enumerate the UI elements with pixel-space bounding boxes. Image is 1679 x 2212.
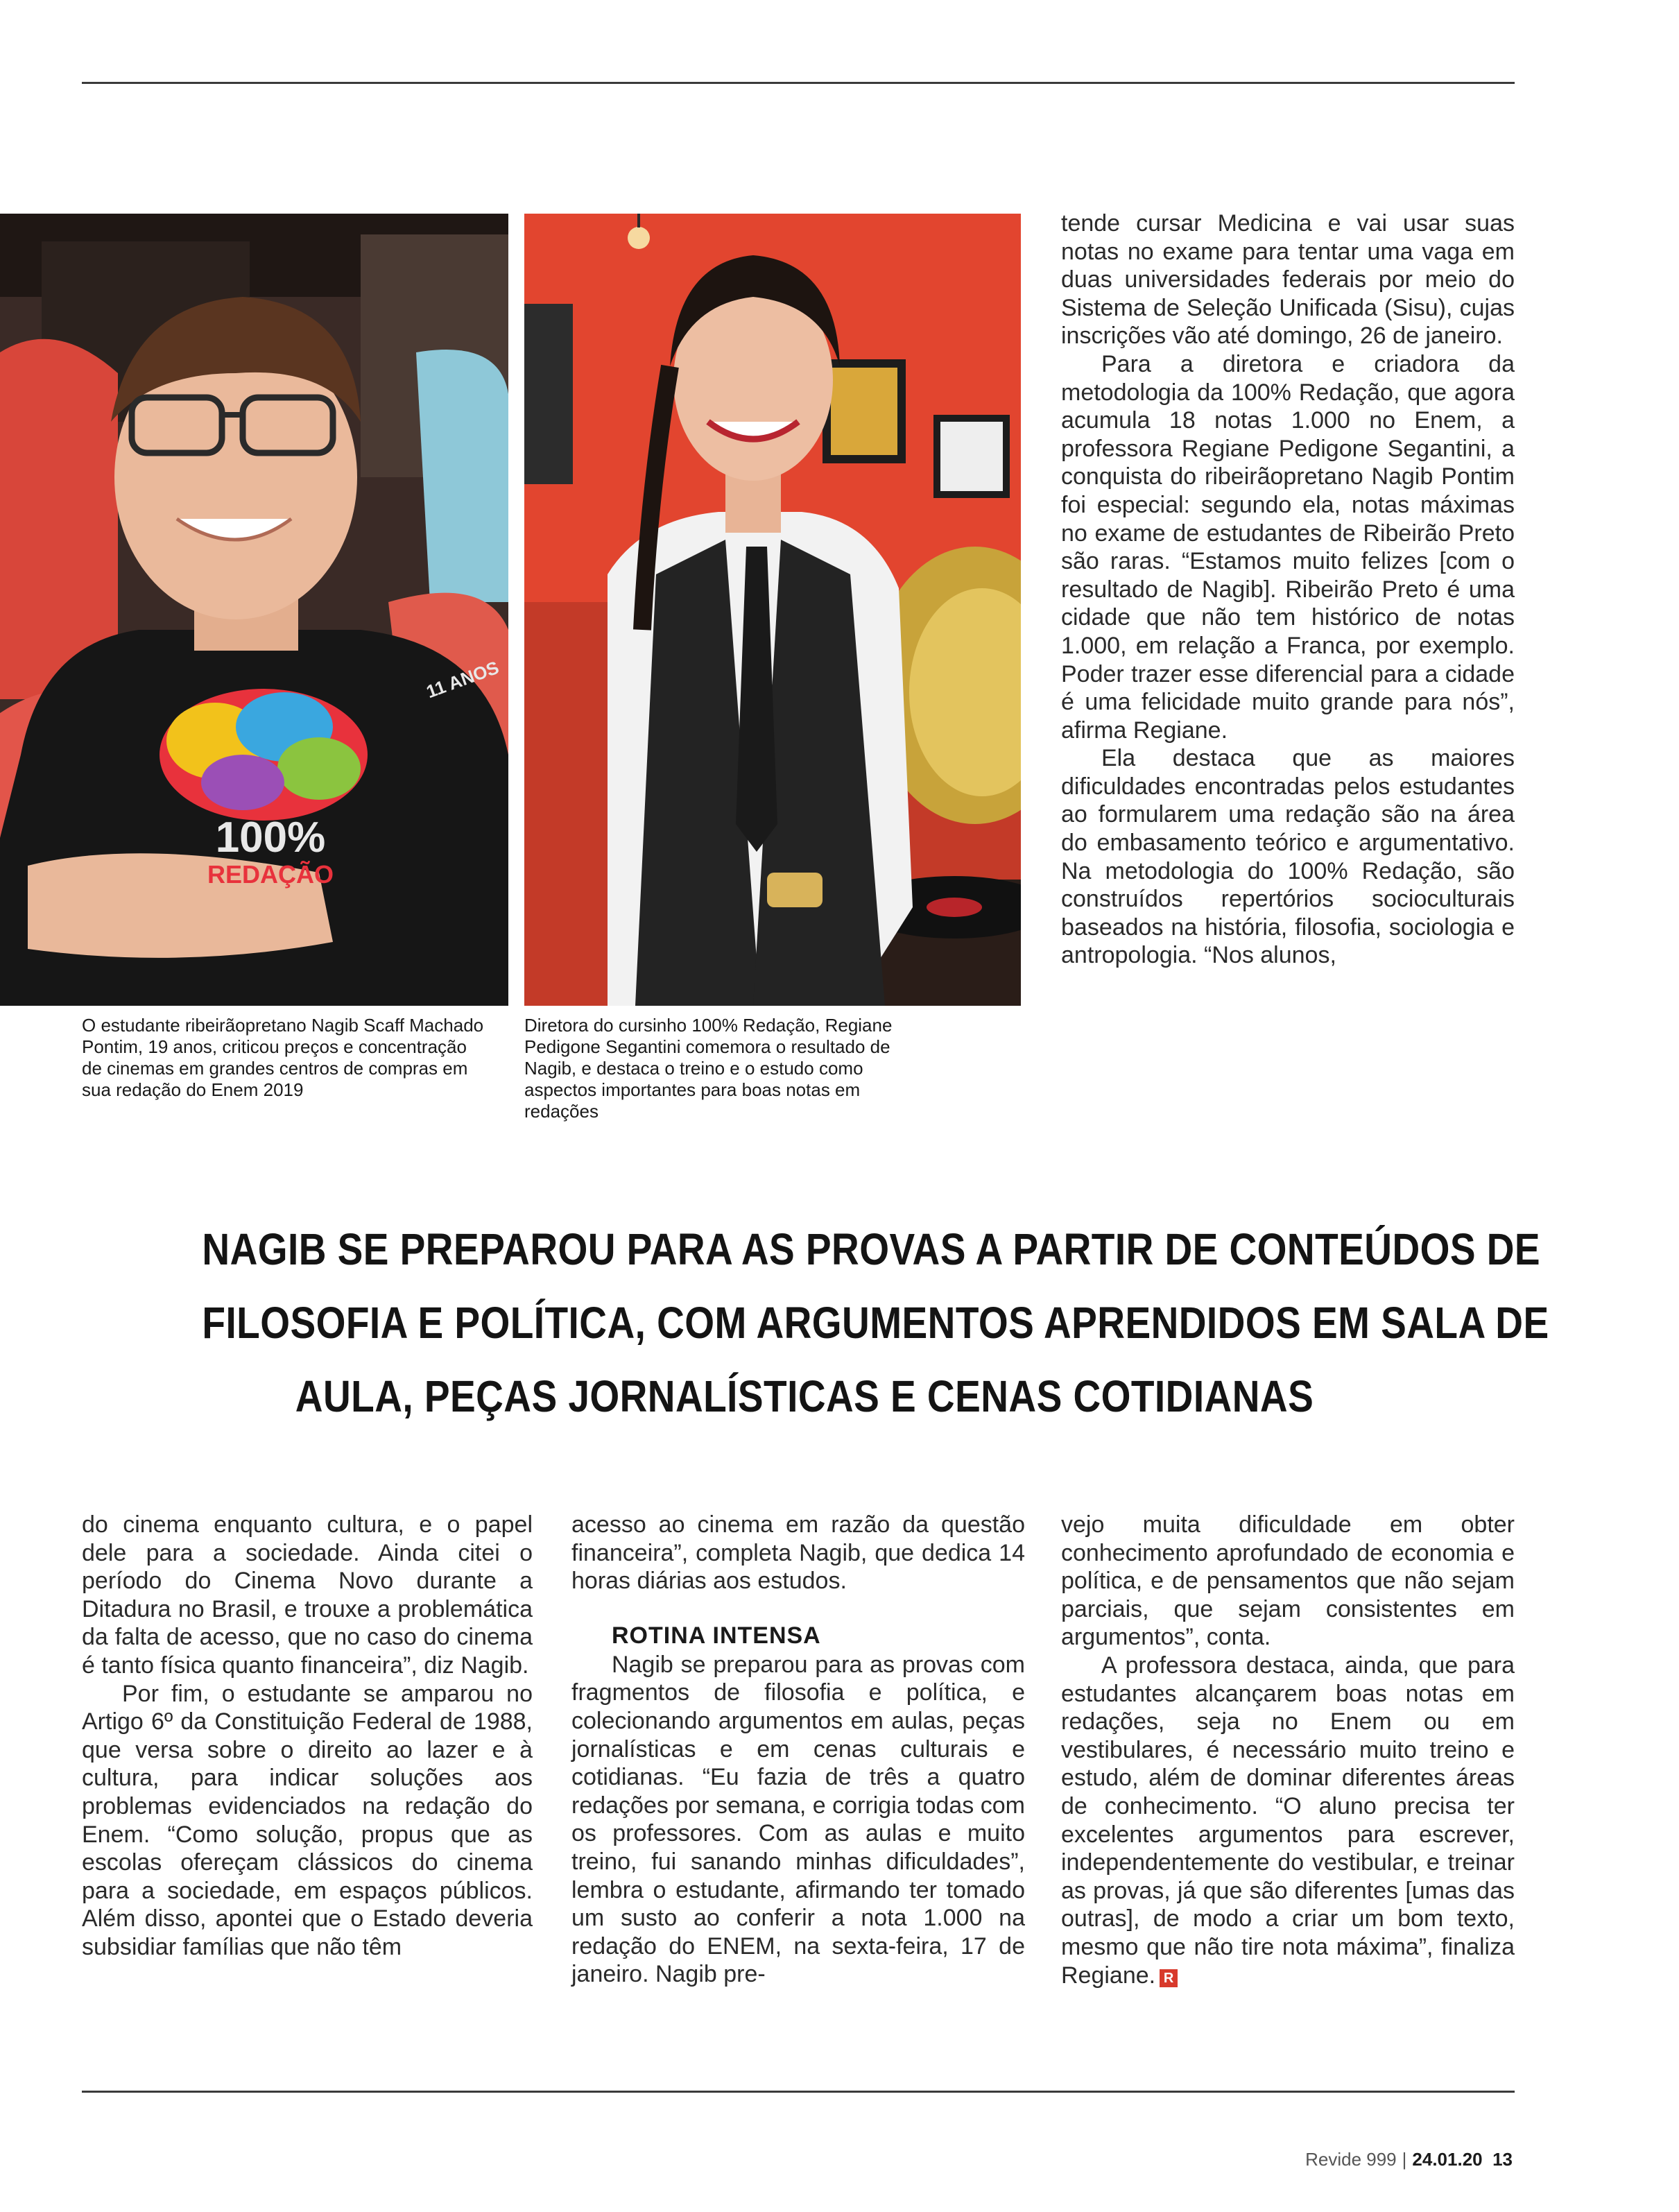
article-column-bottom-3 — [1061, 1511, 1515, 1989]
svg-text:11 ANOS: 11 ANOS — [423, 656, 502, 703]
paragraph: Nagib se preparou para as provas com fragmentos de filosofia e política, e colecionando argumentos em aulas, peças jornalísticas e em cenas culturais e cotidianas. “Eu fazia de três a quatro redações por semana, e corrigia todas com os professores. Com as aulas e muito treino, fui sanando minhas dificuldades”, lembra o estudante, afirmando ter tomado um susto ao conferir a nota 1.000 na redação do ENEM, na sexta-feira, 17 de janeiro. Nagib pre- — [571, 1651, 1025, 1988]
footer-publication: Revide 999 — [1305, 2149, 1397, 2170]
paragraph: Para a diretora e criadora da metodologia da 100% Redação, que agora acumula 18 notas 1.000 no Enem, a professora Regiane Pedigone Segantini, a conquista do ribeirãopretano Nagib Pontim foi especial: segundo ela, notas máximas no exame de estudantes de Ribeirão Preto são raras. “Estamos muito felizes [com o resultado de Nagib]. Ribeirão Preto é uma cidade que não tem histórico de notas 1.000, em relação a Franca, por exemplo. Poder trazer esse diferencial para a cidade é uma felicidade muito grande para nós”, afirma Regiane. — [1061, 350, 1515, 744]
pull-quote-line: FILOSOFIA E POLÍTICA, COM ARGUMENTOS APRENDIDOS EM SALA DE — [202, 1298, 1549, 1348]
caption-photo-student: O estudante ribeirãopretano Nagib Scaff Machado Pontim, 19 anos, criticou preços e concentração de cinemas em grandes centros de compras em sua redação do Enem 2019 — [82, 1015, 484, 1100]
pull-quote — [202, 1212, 1549, 1433]
top-rule — [82, 82, 1515, 84]
shirt-brain-logo — [160, 689, 368, 821]
caption-photo-director: Diretora do cursinho 100% Redação, Regiane Pedigone Segantini comemora o resultado de Nagib, e destaca o treino e o estudo como aspectos importantes para boas notas em redações — [524, 1015, 893, 1122]
page-number: 13 — [1492, 2149, 1513, 2170]
paragraph: tende cursar Medicina e vai usar suas notas no exame para tentar uma vaga em duas universidades federais por meio do Sistema de Seleção Unificada (Sisu), cujas inscrições vão até domingo, 26 de janeiro. — [1061, 210, 1515, 350]
photo-student-nagib — [0, 214, 508, 1006]
footer-separator: | — [1402, 2149, 1407, 2170]
end-of-article-mark: R — [1160, 1969, 1178, 1987]
paragraph: do cinema enquanto cultura, e o papel dele para a sociedade. Ainda citei o período do Cinema Novo durante a Ditadura no Brasil, e trouxe a problemática da falta de acesso, que no caso do cinema é tanto física quanto financeira”, diz Nagib. — [82, 1511, 533, 1679]
paragraph — [1061, 1652, 1515, 1989]
svg-text:100%: 100% — [215, 814, 326, 861]
footer-date: 24.01.20 — [1412, 2149, 1483, 2170]
paragraph: Por fim, o estudante se amparou no Artigo 6º da Constituição Federal de 1988, que versa sobre o direito ao lazer e à cultura, para indicar soluções aos problemas evidenciados na redação do Enem. “Como solução, propus que as escolas ofereçam clássicos do cinema para a sociedade, em espaços públicos. Além disso, apontei que o Estado deveria subsidiar famílias que não têm — [82, 1680, 533, 1960]
pull-quote-line: NAGIB SE PREPAROU PARA AS PROVAS A PARTIR DE CONTEÚDOS DE — [202, 1224, 1541, 1274]
article-column-top-right — [1061, 209, 1515, 970]
paragraph-text: A professora destaca, ainda, que para estudantes alcançarem boas notas em redações, seja no Enem ou em vestibulares, é necessário muito treino e estudo, além de dominar diferentes áreas de conhecimento. “O aluno precisa ter excelentes argumentos para escrever, independentemente do vestibular, e treinar as provas, já que são diferentes [umas das outras], de modo a criar um bom texto, mesmo que não tire nota máxima”, finaliza Regiane. — [1061, 1652, 1515, 1989]
pull-quote-line: AULA, PEÇAS JORNALÍSTICAS E CENAS COTIDIANAS — [295, 1371, 1314, 1421]
article-column-bottom-2 — [571, 1511, 1025, 1989]
paragraph: Ela destaca que as maiores dificuldades encontradas pelos estudantes ao formularem uma redação são na área do embasamento teórico e argumentativo. Na metodologia do 100% Redação, são construídos repertórios socioculturais baseados na história, filosofia, sociologia e antropologia. “Nos alunos, — [1061, 745, 1515, 969]
photo-director-regiane — [524, 214, 1021, 1006]
bottom-rule — [82, 2091, 1515, 2093]
page-footer — [1305, 2149, 1513, 2170]
paragraph: acesso ao cinema em razão da questão financeira”, completa Nagib, que dedica 14 horas diárias aos estudos. — [571, 1511, 1025, 1595]
svg-text:REDAÇÃO: REDAÇÃO — [207, 860, 334, 889]
paragraph: vejo muita dificuldade em obter conhecimento aprofundado de economia e política, e de pensamentos que não sejam parciais, que sejam consistentes em argumentos”, conta. — [1061, 1511, 1515, 1651]
article-column-bottom-1 — [82, 1511, 533, 1962]
section-subhead: ROTINA INTENSA — [612, 1622, 821, 1649]
